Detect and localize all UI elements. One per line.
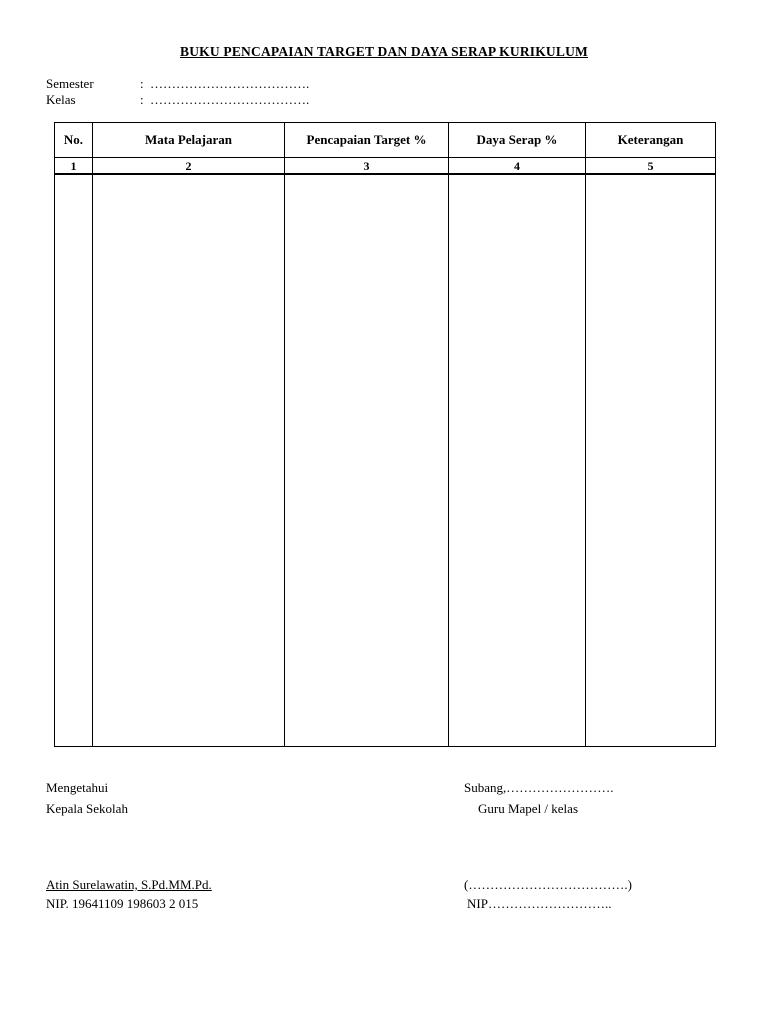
column-number-1: 1 [55, 158, 93, 175]
header-no: No. [55, 123, 93, 158]
mengetahui-label: Mengetahui [46, 780, 109, 795]
semester-blank: ………………………………. [150, 76, 310, 91]
principal-nip: NIP. 19641109 198603 2 015 [46, 896, 199, 911]
target-table [54, 122, 716, 747]
teacher-name-blank: (……………………………….) [464, 877, 632, 892]
kepala-sekolah-label: Kepala Sekolah [46, 801, 128, 816]
body-cell-keterangan[interactable] [586, 174, 716, 747]
guru-mapel-label: Guru Mapel / kelas [478, 801, 579, 816]
header-daya-serap: Daya Serap % [449, 123, 586, 158]
header-mata-pelajaran: Mata Pelajaran [93, 123, 285, 158]
body-cell-no[interactable] [55, 174, 93, 747]
semester-label: Semester [46, 76, 94, 91]
document-title: BUKU PENCAPAIAN TARGET DAN DAYA SERAP KURIKULUM [180, 44, 588, 59]
column-number-3: 3 [285, 158, 449, 175]
teacher-nip-blank: NIP……………………….. [467, 896, 612, 911]
column-number-5: 5 [586, 158, 716, 175]
header-pencapaian-target: Pencapaian Target % [285, 123, 449, 158]
table-body-row [55, 174, 716, 747]
header-keterangan: Keterangan [586, 123, 716, 158]
header-row [55, 123, 716, 158]
body-cell-daya-serap[interactable] [449, 174, 586, 747]
place-date-line: Subang,……………………. [464, 780, 614, 795]
column-number-4: 4 [449, 158, 586, 175]
kelas-label: Kelas [46, 92, 76, 107]
body-cell-pencapaian-target[interactable] [285, 174, 449, 747]
column-number-2: 2 [93, 158, 285, 175]
principal-name: Atin Surelawatin, S.Pd.MM.Pd. [46, 877, 212, 892]
semester-colon: : [140, 76, 144, 91]
kelas-colon: : [140, 92, 144, 107]
column-number-row [55, 158, 716, 175]
kelas-blank: ………………………………. [150, 92, 310, 107]
body-cell-mata-pelajaran[interactable] [93, 174, 285, 747]
